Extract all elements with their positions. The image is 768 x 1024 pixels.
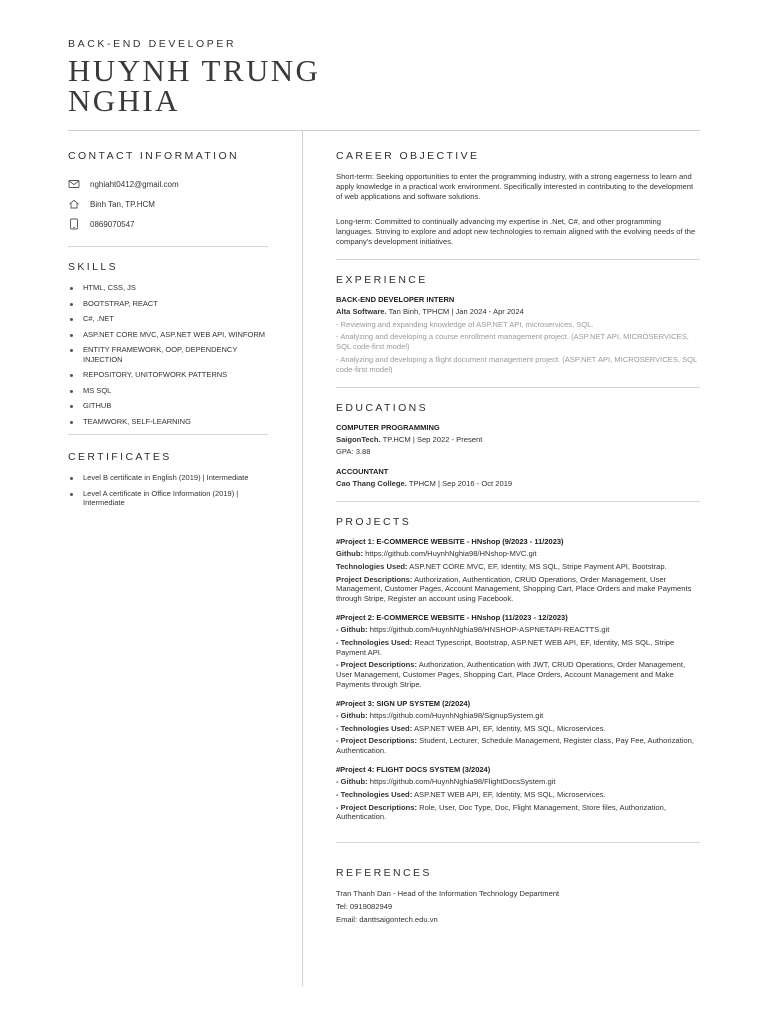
project-title: #Project 4: FLIGHT DOCS SYSTEM (3/2024) — [336, 764, 491, 774]
mail-icon — [68, 178, 80, 190]
contact-address-row — [68, 198, 268, 210]
school-name: SaigonTech. — [336, 434, 381, 444]
github-link[interactable]: https://github.com/HuynhNghia98/FlightDocsSystem.git — [369, 776, 556, 786]
column-divider — [302, 130, 303, 986]
certificates-section — [68, 451, 268, 508]
github-link[interactable]: https://github.com/HuynhNghia98/HNSHOP-ASPNETAPI-REACTTS.git — [369, 624, 610, 634]
education-title: EDUCATIONS — [336, 401, 429, 414]
certificates-title: CERTIFICATES — [68, 451, 172, 463]
list-item: GITHUB — [68, 401, 268, 411]
project-github: - Github: https://github.com/HuynhNghia98/SignupSystem.git — [336, 710, 544, 720]
resume-header — [68, 38, 320, 116]
objective-title: CAREER OBJECTIVE — [336, 150, 480, 162]
project-description: - Project Descriptions: Role, User, Doc Type, Doc, Flight Management, Store files, Authorization, Authentication. — [336, 802, 666, 822]
project-title: #Project 3: SIGN UP SYSTEM (2/2024) — [336, 698, 471, 708]
project-tech: - Technologies Used: ASP.NET WEB API, EF, Identity, MS SQL, Microservices. — [336, 723, 606, 733]
project-description: Project Descriptions: Authorization, Authentication, CRUD Operations, Order Management, User Management, Customer Pages, Account Management, Shopping Cart, Place Orders and make Payments through Stripe, Register an account using Facebook. — [336, 574, 692, 604]
project-tech: - Technologies Used: React Typescript, Bootstrap, ASP.NET WEB API, EF, Identity, MS SQL, Stripe Payment API. — [336, 637, 675, 657]
divider — [336, 501, 700, 502]
gpa: GPA: 3.88 — [336, 447, 371, 457]
job-details: Tan Binh, TPHCM | Jan 2024 - Apr 2024 — [388, 306, 524, 316]
divider — [68, 434, 268, 435]
job-role: BACK-END DEVELOPER — [68, 38, 237, 50]
list-item: ASP.NET CORE MVC, ASP.NET WEB API, WINFORM — [68, 330, 268, 340]
name-line-2: NGHIA — [68, 83, 180, 118]
header-divider — [68, 130, 700, 131]
experience-title: EXPERIENCE — [336, 273, 428, 286]
references-title: REFERENCES — [336, 867, 432, 880]
experience-section — [336, 274, 700, 375]
project-item — [336, 699, 700, 756]
name-line-1: HUYNH TRUNG — [68, 53, 321, 88]
project-item — [336, 765, 700, 822]
divider — [68, 246, 268, 247]
home-icon — [68, 198, 80, 210]
left-column — [68, 150, 268, 514]
certificates-list — [68, 473, 268, 508]
experience-bullet: - Analyzing and developing a course enrollment management project. (ASP.NET API, MICROSERVICES, SQL code-first model) — [336, 332, 689, 352]
skills-title: SKILLS — [68, 261, 119, 273]
references-section — [336, 867, 700, 924]
skills-section — [68, 261, 268, 426]
degree-title: COMPUTER PROGRAMMING — [336, 422, 440, 432]
list-item: Level A certificate in Office Information (2019) | Intermediate — [68, 489, 268, 508]
skills-list — [68, 283, 268, 426]
project-github: Github: https://github.com/HuynhNghia98/HNshop-MVC.git — [336, 548, 537, 558]
job-company-line — [336, 307, 700, 317]
project-item — [336, 537, 700, 604]
project-description: - Project Descriptions: Student, Lecturer, Schedule Management, Register class, Pay Fee, Authorization, Authentication. — [336, 736, 694, 756]
contact-phone-row — [68, 218, 268, 230]
reference-email: Email: danttsaigontech.edu.vn — [336, 914, 438, 924]
list-item: MS SQL — [68, 386, 268, 396]
list-item: ENTITY FRAMEWORK, OOP, DEPENDENCY INJECTION — [68, 345, 268, 364]
school-details: TPHCM | Sep 2016 - Oct 2019 — [408, 479, 513, 489]
school-name: Cao Thang College. — [336, 479, 407, 489]
phone-icon — [68, 218, 80, 230]
divider — [336, 387, 700, 388]
right-column — [336, 150, 700, 924]
reference-name: Tran Thanh Dan - Head of the Information Technology Department — [336, 889, 560, 899]
company-name: Alta Software. — [336, 306, 387, 316]
school-details: TP.HCM | Sep 2022 - Present — [382, 434, 483, 444]
degree-title: ACCOUNTANT — [336, 467, 389, 477]
contact-phone: 0869070547 — [90, 219, 135, 229]
project-github: - Github: https://github.com/HuynhNghia98/FlightDocsSystem.git — [336, 776, 556, 786]
list-item: HTML, CSS, JS — [68, 283, 268, 293]
projects-title: PROJECTS — [336, 515, 412, 528]
contact-address: Binh Tan, TP.HCM — [90, 199, 155, 209]
projects-section — [336, 516, 700, 822]
list-item: TEAMWORK, SELF-LEARNING — [68, 417, 268, 427]
contact-email-row — [68, 178, 268, 190]
project-tech: Technologies Used: ASP.NET CORE MVC, EF, Identity, MS SQL, Stripe Payment API, Bootstrap. — [336, 561, 667, 571]
list-item: C#, .NET — [68, 314, 268, 324]
education-section — [336, 402, 700, 489]
list-item: REPOSITORY, UNITOFWORK PATTERNS — [68, 370, 268, 380]
contact-title: CONTACT INFORMATION — [68, 150, 240, 162]
short-term-objective: Short-term: Seeking opportunities to enter the programming industry, with a strong eagerness to learn and apply knowledge in a practical work environment. Specifically interested in contributing to the development of web applications and software solutions. — [336, 172, 694, 201]
github-link[interactable]: https://github.com/HuynhNghia98/HNshop-MVC.git — [365, 548, 537, 558]
long-term-objective: Long-term: Committed to continually advancing my expertise in .Net, C#, and other programming languages. Striving to explore and adopt new technologies to remain aligned with the evolving needs of the company's development initiatives. — [336, 217, 696, 246]
project-title: #Project 2: E-COMMERCE WEBSITE - HNshop (11/2023 - 12/2023) — [336, 612, 568, 622]
list-item: Level B certificate in English (2019) | Intermediate — [68, 473, 268, 483]
candidate-name — [68, 53, 321, 118]
experience-bullet: - Reviewing and expanding knowledge of ASP.NET API, microservices, SQL. — [336, 319, 594, 329]
experience-bullet: - Analyzing and developing a flight document management project. (ASP.NET API, MICROSERVICES, SQL code-first model) — [336, 354, 698, 374]
reference-tel: Tel: 0919082949 — [336, 901, 393, 911]
contact-email[interactable]: nghiaht0412@gmail.com — [90, 179, 179, 189]
job-title: BACK-END DEVELOPER INTERN — [336, 294, 455, 304]
list-item: BOOTSTRAP, REACT — [68, 299, 268, 309]
project-description: - Project Descriptions: Authorization, Authentication with JWT, CRUD Operations, Order Management, User Management, Customer Pages, Shopping Cart, Place Orders, Account Management and Make Payments through Stripe. — [336, 660, 686, 689]
project-tech: - Technologies Used: ASP.NET WEB API, EF, Identity, MS SQL, Microservices. — [336, 789, 606, 799]
school-line — [336, 435, 700, 445]
divider — [336, 842, 700, 843]
project-item — [336, 613, 700, 690]
objective-section — [336, 150, 700, 247]
github-link[interactable]: https://github.com/HuynhNghia98/SignupSystem.git — [369, 710, 544, 720]
school-line — [336, 479, 700, 489]
contact-section — [68, 150, 268, 230]
project-title: #Project 1: E-COMMERCE WEBSITE - HNshop (9/2023 - 11/2023) — [336, 536, 564, 546]
project-github: - Github: https://github.com/HuynhNghia98/HNSHOP-ASPNETAPI-REACTTS.git — [336, 624, 610, 634]
divider — [336, 259, 700, 260]
